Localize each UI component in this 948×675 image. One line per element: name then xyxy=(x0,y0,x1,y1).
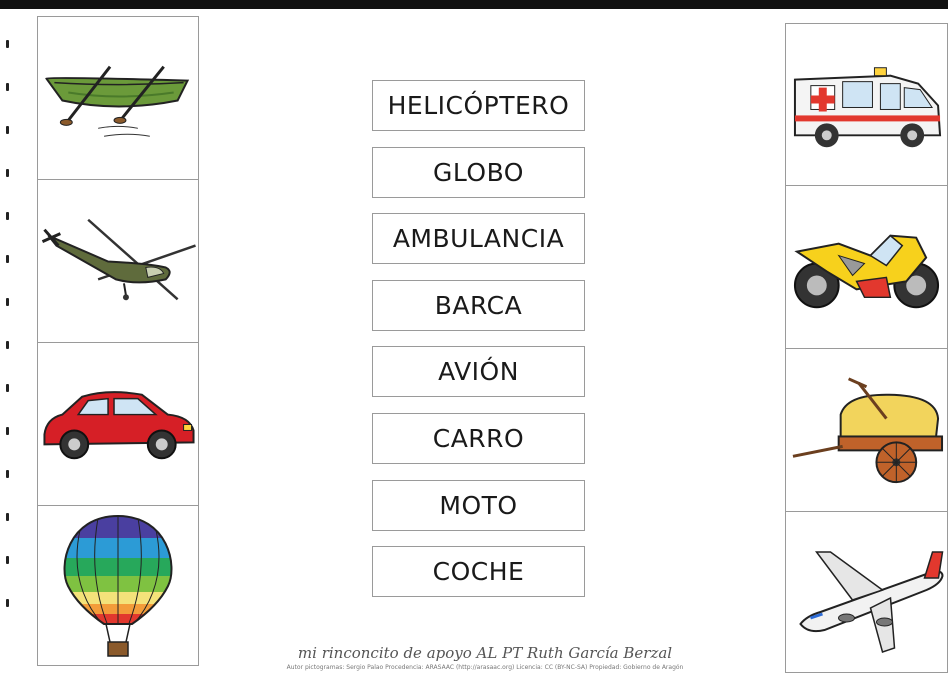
word-box-7[interactable]: MOTO xyxy=(372,480,585,531)
binding-dot xyxy=(6,298,9,306)
word-box-1[interactable]: HELICÓPTERO xyxy=(372,80,585,131)
picture-card-hay-cart[interactable] xyxy=(786,349,947,512)
picture-card-airplane[interactable] xyxy=(786,512,947,674)
picture-card-car[interactable] xyxy=(38,343,198,506)
helicopter-icon xyxy=(38,180,198,342)
motorcycle-icon xyxy=(786,186,947,348)
binding-dot xyxy=(6,212,9,220)
footer-credit: mi rinconcito de apoyo AL PT Ruth García Berzal xyxy=(297,644,673,662)
hot-air-balloon-icon xyxy=(38,506,198,667)
binding-dot xyxy=(6,470,9,478)
footer-license: Autor pictogramas: Sergio Palao Procedencia: ARASAAC (http://arasaac.org) Licencia: CC (BY-NC-SA) Propiedad: Gobierno de Aragón xyxy=(286,664,684,671)
car-icon xyxy=(38,343,198,505)
right-picture-column xyxy=(785,23,948,673)
picture-card-motorcycle[interactable] xyxy=(786,186,947,349)
binding-dot xyxy=(6,341,9,349)
rowboat-icon xyxy=(38,17,198,179)
binding-dot xyxy=(6,556,9,564)
binding-dot xyxy=(6,83,9,91)
binding-dot xyxy=(6,40,9,48)
binding-dot xyxy=(6,255,9,263)
binding-dot xyxy=(6,384,9,392)
binding-dot xyxy=(6,599,9,607)
picture-card-rowboat[interactable] xyxy=(38,17,198,180)
word-box-4[interactable]: BARCA xyxy=(372,280,585,331)
left-picture-column xyxy=(37,16,199,666)
binding-dot xyxy=(6,427,9,435)
word-box-8[interactable]: COCHE xyxy=(372,546,585,597)
picture-card-helicopter[interactable] xyxy=(38,180,198,343)
binding-dots xyxy=(0,40,12,640)
airplane-icon xyxy=(786,512,947,674)
picture-card-balloon[interactable] xyxy=(38,506,198,667)
binding-dot xyxy=(6,513,9,521)
picture-card-ambulance[interactable] xyxy=(786,24,947,186)
word-box-2[interactable]: GLOBO xyxy=(372,147,585,198)
word-box-3[interactable]: AMBULANCIA xyxy=(372,213,585,264)
hay-cart-icon xyxy=(786,349,947,511)
word-box-5[interactable]: AVIÓN xyxy=(372,346,585,397)
ambulance-icon xyxy=(786,24,947,185)
word-box-6[interactable]: CARRO xyxy=(372,413,585,464)
binding-dot xyxy=(6,126,9,134)
top-border xyxy=(0,0,948,9)
binding-dot xyxy=(6,169,9,177)
